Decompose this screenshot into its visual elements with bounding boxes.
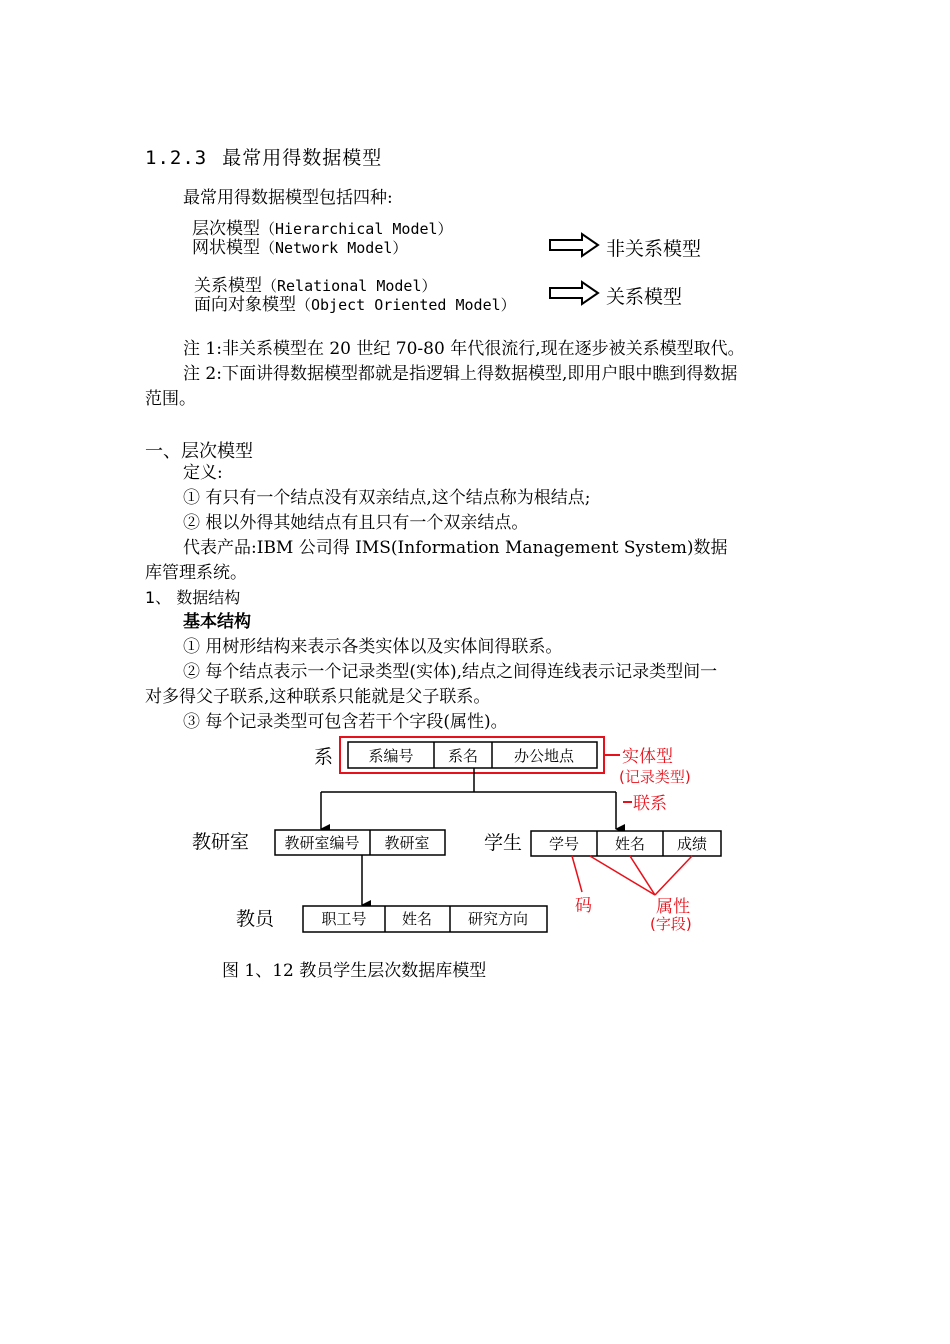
- model-object-oriented: [194, 296, 516, 315]
- group-non-relational: 非关系模型: [606, 238, 702, 260]
- field-cell: 职工号: [321, 910, 367, 928]
- note-1: 注 1:非关系模型在 20 世纪 70-80 年代很流行,现在逐步被关系模型取代。: [183, 339, 745, 359]
- structure-point-3: ③ 每个记录类型可包含若干个字段(属性)。: [183, 712, 508, 732]
- product-line-cont: 库管理系统。: [145, 563, 247, 583]
- definition-label: 定义:: [183, 463, 223, 483]
- annotation-record-type: (记录类型): [619, 768, 691, 786]
- field-cell: 学号: [548, 835, 580, 853]
- node-label-student: 学生: [484, 832, 523, 854]
- node-label-teacher: 教员: [236, 908, 275, 930]
- model-cn: 关系模型: [194, 276, 262, 296]
- field-cell: 教研室编号: [284, 834, 360, 852]
- intro-text: 最常用得数据模型包括四种:: [183, 188, 393, 208]
- model-cn: 层次模型: [192, 219, 260, 239]
- model-cn: 面向对象模型: [194, 295, 296, 315]
- field-cell: 教研室: [384, 834, 430, 852]
- field-cell: 姓名: [614, 835, 646, 853]
- node-label-office: 教研室: [192, 831, 250, 853]
- section-heading: [145, 143, 382, 170]
- figure-caption: 图 1、12 教员学生层次数据库模型: [222, 961, 487, 981]
- structure-point-2-cont: 对多得父子联系,这种联系只能就是父子联系。: [145, 687, 491, 707]
- annotation-relationship: 联系: [633, 794, 667, 814]
- model-cn: 网状模型: [192, 238, 260, 258]
- product-line: 代表产品:IBM 公司得 IMS(Information Management System)数据: [183, 538, 728, 558]
- definition-2: ② 根以外得其她结点有且只有一个双亲结点。: [183, 513, 529, 533]
- field-cell: 办公地点: [513, 747, 575, 765]
- model-en: （Hierarchical Model）: [260, 220, 453, 238]
- model-network: [192, 239, 407, 258]
- model-en: （Network Model）: [260, 239, 408, 257]
- group-relational: 关系模型: [606, 286, 683, 308]
- structure-point-1: ① 用树形结构来表示各类实体以及实体间得联系。: [183, 637, 563, 657]
- field-cell: 系名: [447, 747, 479, 765]
- field-cell: 研究方向: [467, 910, 529, 928]
- arrow-right-icon: [548, 280, 600, 306]
- annotation-entity-type: 实体型: [622, 747, 673, 767]
- basic-structure-label: 基本结构: [183, 612, 251, 632]
- model-relational: [194, 277, 437, 296]
- field-cell: 姓名: [401, 910, 433, 928]
- model-en: （Object Oriented Model）: [296, 296, 516, 314]
- model-hierarchical: [192, 220, 453, 239]
- field-cell: 系编号: [368, 747, 414, 765]
- section-title: 最常用得数据模型: [222, 147, 383, 169]
- section-number: 1.2.3: [145, 147, 208, 169]
- definition-1: ① 有只有一个结点没有双亲结点,这个结点称为根结点;: [183, 488, 591, 508]
- annotation-key: 码: [575, 896, 592, 916]
- model-en: （Relational Model）: [262, 277, 437, 295]
- annotation-attribute: 属性: [656, 897, 690, 917]
- sub-heading: 1、 数据结构: [145, 588, 241, 607]
- structure-point-2: ② 每个结点表示一个记录类型(实体),结点之间得连线表示记录类型间一: [183, 662, 718, 682]
- hierarchy-diagram: [180, 730, 740, 945]
- annotation-field: (字段): [650, 915, 692, 933]
- arrow-right-icon: [548, 232, 600, 258]
- field-cell: 成绩: [676, 835, 708, 853]
- note-2-cont: 范围。: [145, 389, 196, 409]
- node-label-dept: 系: [314, 746, 334, 768]
- note-2: 注 2:下面讲得数据模型都就是指逻辑上得数据模型,即用户眼中瞧到得数据: [183, 364, 738, 384]
- hierarchical-heading: 一、层次模型: [145, 441, 253, 462]
